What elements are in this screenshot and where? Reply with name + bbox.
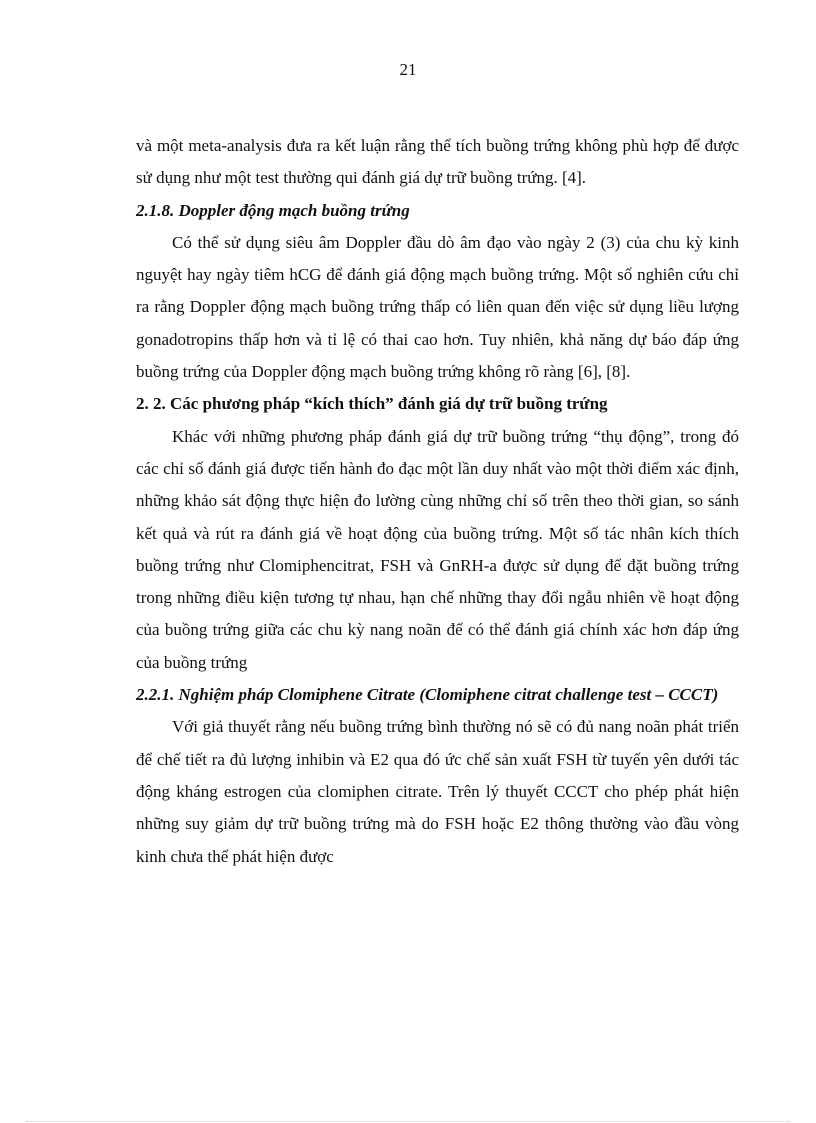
paragraph-clomiphene-citrate: Với giả thuyết rằng nếu buồng trứng bình thường nó sẽ có đủ nang noãn phát triển để chế tiết ra đủ lượng inhibin và E2 qua đó ức chế sản xuất FSH từ tuyến yên dưới tác động kháng estrogen của clomiphen citrate. Trên lý thuyết CCCT cho phép phát hiện những suy giảm dự trữ buồng trứng mà do FSH hoặc E2 thông thường vào đầu vòng kinh chưa thể phát hiện được [136, 717, 739, 866]
heading-stimulation-methods: 2. 2. Các phương pháp “kích thích” đánh giá dự trữ buồng trứng [136, 394, 608, 414]
paragraph-ovarian-volume-conclusion: và một meta-analysis đưa ra kết luận rằng thể tích buồng trứng không phù hợp để được sử dụng như một test thường qui đánh giá dự trữ buồng trứng. [4]. [136, 136, 739, 188]
document-body [136, 130, 739, 873]
page-number: 21 [399, 60, 417, 79]
heading-doppler-ovarian-artery: 2.1.8. Doppler động mạch buồng trứng [136, 200, 410, 220]
heading-clomiphene-citrate-test: 2.2.1. Nghiệm pháp Clomiphene Citrate (Clomiphene citrat challenge test – CCCT) [136, 685, 719, 705]
paragraph-doppler: Có thể sử dụng siêu âm Doppler đầu dò âm đạo vào ngày 2 (3) của chu kỳ kinh nguyệt hay ngày tiêm hCG để đánh giá động mạch buồng trứng. Một số nghiên cứu chỉ ra rằng Doppler động mạch buồng trứng thấp có liên quan đến việc sử dụng liều lượng gonadotropins thấp hơn và tỉ lệ có thai cao hơn. Tuy nhiên, khả năng dự báo đáp ứng buồng trứng của Doppler động mạch buồng trứng không rõ ràng [6], [8]. [136, 232, 739, 382]
paragraph-stimulation-methods: Khác với những phương pháp đánh giá dự trữ buồng trứng “thụ động”, trong đó các chỉ số đánh giá được tiến hành đo đạc một lần duy nhất vào một thời điểm xác định, những khảo sát động thực hiện đo lường cùng những chỉ số trên theo thời gian, so sánh kết quả và rút ra đánh giá về hoạt động của buồng trứng. Một số tác nhân kích thích buồng trứng như Clomiphencitrat, FSH và GnRH-a được sử dụng để đặt buồng trứng trong những điều kiện tương tự nhau, hạn chế những thay đổi ngẫu nhiên về hoạt động của buồng trứng giữa các chu kỳ nang noãn để có thể đánh giá chính xác hơn đáp ứng của buồng trứng [136, 426, 739, 672]
page-bottom-divider [26, 1121, 790, 1122]
